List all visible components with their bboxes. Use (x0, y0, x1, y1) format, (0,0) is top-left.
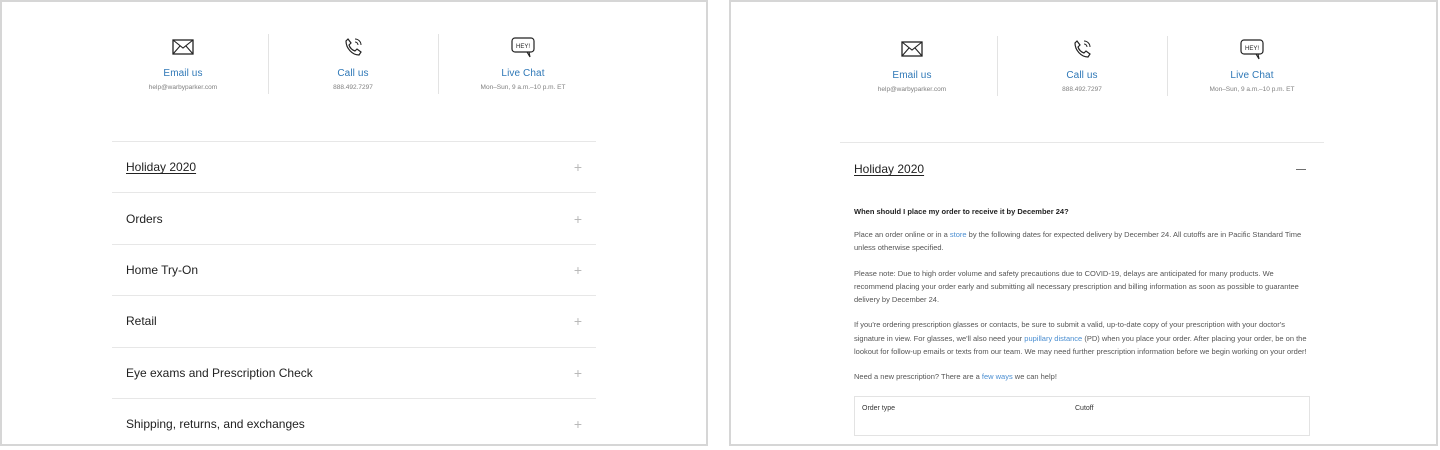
email-address: help@warbyparker.com (877, 86, 947, 93)
pupillary-distance-link[interactable]: pupillary distance (1024, 333, 1083, 343)
faq-paragraph (854, 370, 1310, 383)
plus-icon: + (573, 364, 582, 381)
contact-options (827, 34, 1337, 98)
accordion-item-shipping[interactable] (112, 398, 596, 449)
accordion-item-label: Shipping, returns, and exchanges (126, 417, 305, 432)
table-header-order-type: Order type (862, 404, 896, 412)
phone-number: 888.492.7297 (333, 84, 373, 91)
chat-bubble-icon (508, 32, 538, 62)
contact-call[interactable] (268, 32, 438, 96)
store-link[interactable]: store (949, 230, 967, 239)
email-us-link[interactable]: Email us (163, 68, 203, 79)
call-us-link[interactable]: Call us (337, 68, 369, 79)
few-ways-link[interactable]: few ways (981, 372, 1013, 382)
faq-paragraph (854, 318, 1310, 358)
contact-chat[interactable] (438, 32, 608, 96)
faq-paragraph: Please note: Due to high order volume and safety precautions due to COVID-19, delays are anticipated for many products. We recommend placing your order early and submitting all necessary prescription and billing information as soon as possible to guarantee delivery by December 24. (854, 268, 1299, 305)
plus-icon: + (573, 210, 582, 227)
table-header-cutoff: Cutoff (1075, 404, 1094, 412)
email-address: help@warbyparker.com (148, 84, 218, 91)
phone-number: 888.492.7297 (1062, 86, 1102, 93)
faq-accordion (112, 141, 596, 449)
live-chat-link[interactable]: Live Chat (501, 68, 545, 79)
faq-accordion-expanded (840, 142, 1324, 436)
svg-text:HEY!: HEY! (1244, 46, 1260, 52)
cutoff-table (854, 396, 1310, 436)
accordion-content (840, 207, 1324, 436)
email-us-link[interactable]: Email us (892, 70, 932, 81)
contact-options (98, 32, 608, 96)
plus-icon: + (573, 313, 582, 330)
live-chat-link[interactable]: Live Chat (1230, 70, 1274, 81)
accordion-item-label: Holiday 2020 (854, 162, 925, 176)
minus-icon[interactable] (1296, 169, 1306, 170)
text: Place an order online or in a (854, 230, 950, 239)
phone-icon (338, 32, 368, 62)
faq-paragraph (854, 228, 1310, 255)
plus-icon: + (573, 416, 582, 433)
accordion-item-holiday[interactable] (112, 141, 596, 192)
accordion-item-label: Holiday 2020 (126, 160, 197, 175)
accordion-item-label: Home Try-On (126, 262, 199, 277)
accordion-item-holiday-expanded[interactable] (840, 143, 1324, 195)
text: Need a new prescription? There are a (854, 372, 982, 382)
accordion-item-home-try-on[interactable] (112, 244, 596, 295)
chat-hours: Mon–Sun, 9 a.m.–10 p.m. ET (1209, 86, 1295, 93)
faq-question: When should I place my order to receive it by December 24? (854, 207, 1069, 216)
accordion-item-label: Eye exams and Prescription Check (126, 365, 313, 380)
text: (PD) when you place your order. After placing your order, be on the lookout for follow-up emails or texts from our team. We may need further prescription information before we begin working on your order! (854, 333, 1307, 357)
call-us-link[interactable]: Call us (1066, 70, 1098, 81)
accordion-item-eye-exams[interactable] (112, 347, 596, 398)
text: If you're ordering prescription glasses or contacts, be sure to submit a valid, up-to-date copy of your prescription with your doctor's signature in view. For glasses, we'll also need your (854, 320, 1285, 343)
svg-text:HEY!: HEY! (515, 44, 531, 50)
plus-icon: + (573, 159, 582, 176)
accordion-item-label: Orders (126, 211, 163, 226)
phone-icon (1067, 34, 1097, 64)
chat-hours: Mon–Sun, 9 a.m.–10 p.m. ET (480, 84, 566, 91)
text: by the following dates for expected delivery by December 24. All cutoffs are in Pacific Standard Time unless otherwise specified. (854, 230, 1302, 253)
envelope-icon (897, 34, 927, 64)
plus-icon: + (573, 261, 582, 278)
contact-chat[interactable] (1167, 34, 1337, 98)
chat-bubble-icon (1237, 34, 1267, 64)
accordion-item-retail[interactable] (112, 295, 596, 346)
accordion-item-label: Retail (126, 314, 157, 329)
contact-email[interactable] (827, 34, 997, 98)
accordion-item-orders[interactable] (112, 192, 596, 243)
envelope-icon (168, 32, 198, 62)
contact-email[interactable] (98, 32, 268, 96)
text: we can help! (1012, 372, 1057, 382)
contact-call[interactable] (997, 34, 1167, 98)
